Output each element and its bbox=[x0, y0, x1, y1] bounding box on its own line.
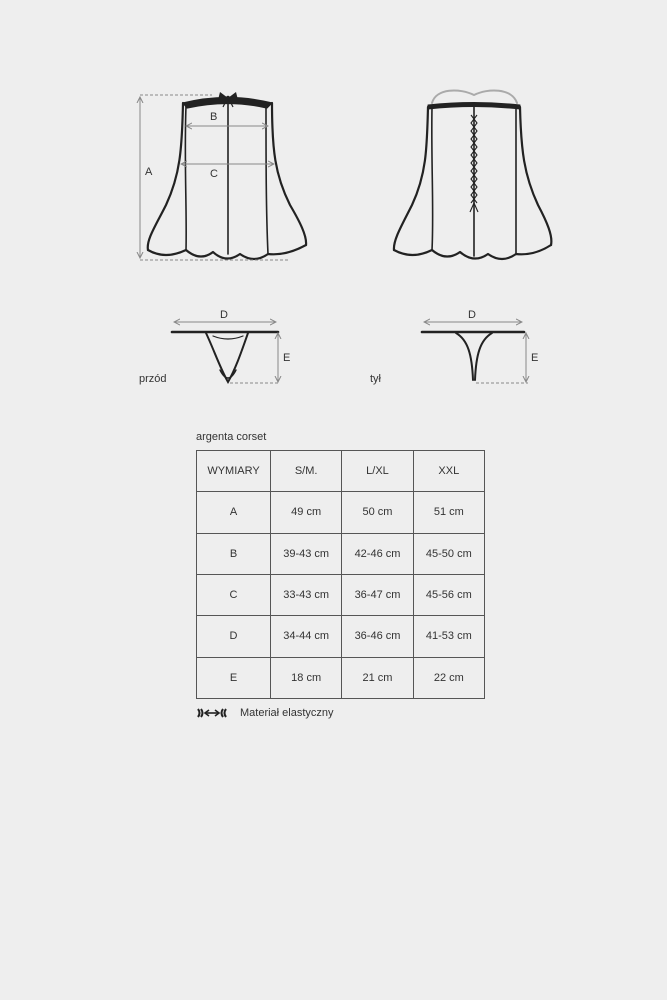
table-cell: 18 cm bbox=[271, 657, 342, 698]
table-row bbox=[197, 657, 485, 698]
legend-text: Materiał elastyczny bbox=[240, 707, 334, 719]
dim-d-back-label: D bbox=[468, 309, 476, 321]
table-title: argenta corset bbox=[196, 431, 267, 443]
table-cell: 50 cm bbox=[342, 492, 413, 533]
table-cell: A bbox=[197, 492, 271, 533]
back-caption: tył bbox=[370, 373, 381, 385]
dim-c-label: C bbox=[210, 168, 218, 180]
header-cell: WYMIARY bbox=[197, 451, 271, 492]
table-cell: 51 cm bbox=[413, 492, 484, 533]
legend bbox=[196, 705, 334, 721]
dim-e-front-line bbox=[230, 333, 280, 383]
table-cell: 45-56 cm bbox=[413, 574, 484, 615]
table-cell: E bbox=[197, 657, 271, 698]
elastic-arrows-icon bbox=[196, 706, 228, 720]
table-cell: 45-50 cm bbox=[413, 533, 484, 574]
table-row bbox=[197, 533, 485, 574]
dim-d-front-label: D bbox=[220, 309, 228, 321]
header-cell: XXL bbox=[413, 451, 484, 492]
size-table bbox=[196, 450, 485, 699]
table-cell: 39-43 cm bbox=[271, 533, 342, 574]
table-cell: 33-43 cm bbox=[271, 574, 342, 615]
table-header-row bbox=[197, 451, 485, 492]
garment-diagram bbox=[0, 0, 667, 420]
front-caption: przód bbox=[139, 373, 167, 385]
dim-e-back-label: E bbox=[531, 352, 539, 364]
table-cell: 36-47 cm bbox=[342, 574, 413, 615]
table-cell: 42-46 cm bbox=[342, 533, 413, 574]
table-row bbox=[197, 616, 485, 657]
table-row bbox=[197, 574, 485, 615]
thong-back bbox=[422, 332, 524, 380]
dim-a-label: A bbox=[145, 166, 153, 178]
table-row bbox=[197, 492, 485, 533]
table-cell: 21 cm bbox=[342, 657, 413, 698]
header-cell: L/XL bbox=[342, 451, 413, 492]
dim-e-front-label: E bbox=[283, 352, 291, 364]
table-cell: D bbox=[197, 616, 271, 657]
header-cell: S/M. bbox=[271, 451, 342, 492]
table-cell: 34-44 cm bbox=[271, 616, 342, 657]
table-cell: 36-46 cm bbox=[342, 616, 413, 657]
thong-front bbox=[172, 332, 278, 382]
table-cell: B bbox=[197, 533, 271, 574]
table-cell: 49 cm bbox=[271, 492, 342, 533]
table-cell: C bbox=[197, 574, 271, 615]
table-cell: 41-53 cm bbox=[413, 616, 484, 657]
corset-front bbox=[148, 98, 306, 260]
dim-b-label: B bbox=[210, 111, 218, 123]
corset-back bbox=[394, 90, 551, 259]
table-cell: 22 cm bbox=[413, 657, 484, 698]
